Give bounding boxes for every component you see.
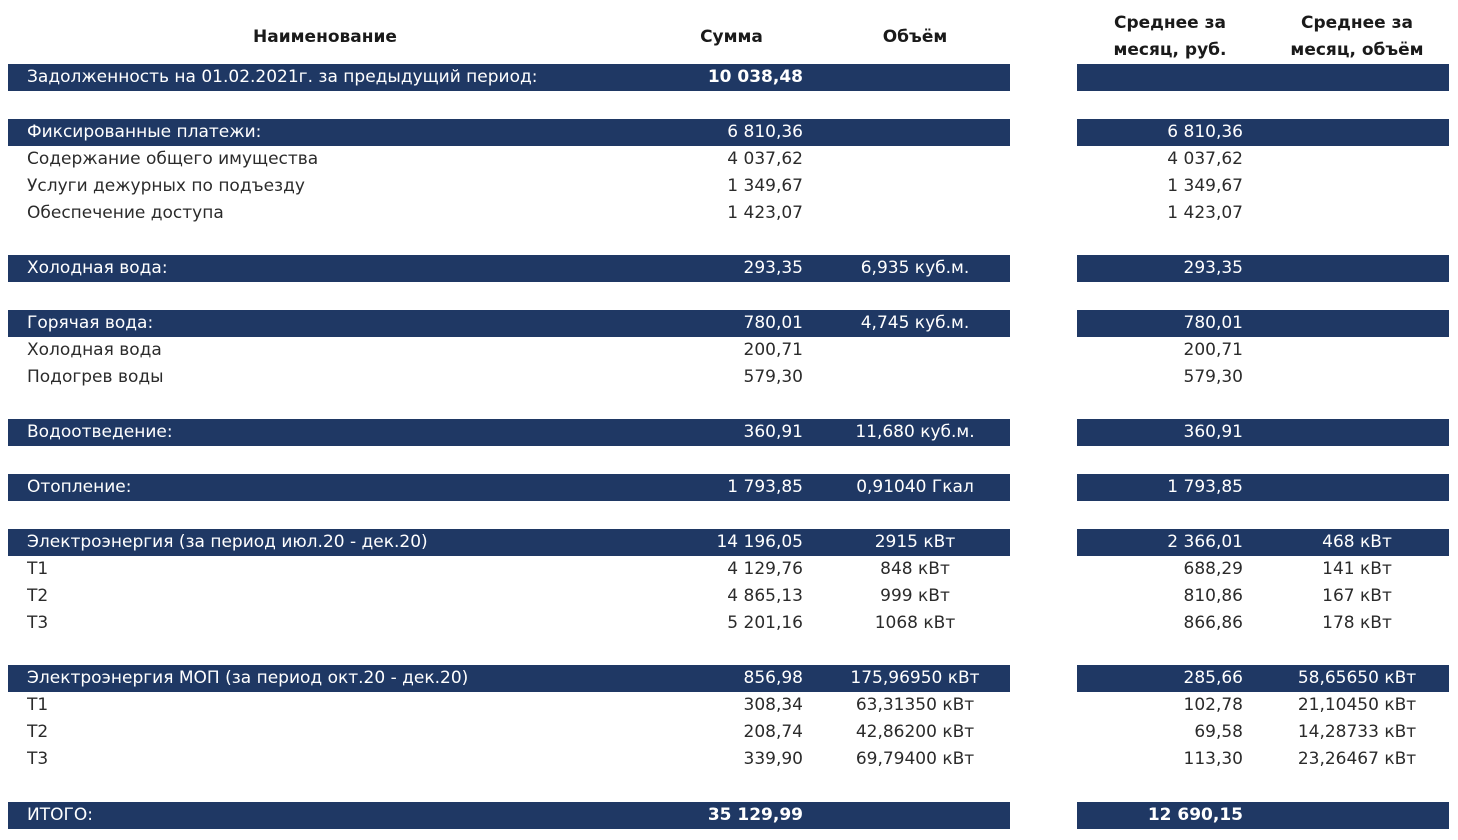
row-volume: 4,745 куб.м.	[860, 313, 970, 333]
row-name: Холодная вода:	[27, 258, 168, 278]
row-avg-sum: 6 810,36	[1167, 122, 1243, 142]
row-sum: 5 201,16	[727, 613, 803, 633]
row-name: Электроэнергия (за период июл.20 - дек.20)	[27, 532, 428, 552]
row-sum: 856,98	[743, 668, 803, 688]
row-avg-sum: 1 423,07	[1167, 203, 1243, 223]
row-avg-sum: 113,30	[1183, 749, 1243, 769]
table-row-heating	[0, 474, 1458, 501]
row-avg-volume: 468 кВт	[1322, 532, 1392, 552]
table-row	[0, 556, 1458, 583]
row-name: Т3	[27, 749, 49, 769]
row-name: Горячая вода:	[27, 313, 154, 333]
row-avg-sum: 4 037,62	[1167, 149, 1243, 169]
row-avg-volume: 21,10450 кВт	[1297, 695, 1417, 715]
header-name: Наименование	[253, 27, 397, 47]
row-avg-sum: 2 366,01	[1167, 532, 1243, 552]
row-sum: 14 196,05	[716, 532, 803, 552]
row-name: Отопление:	[27, 477, 132, 497]
row-name: Т1	[27, 695, 49, 715]
row-name: Услуги дежурных по подъезду	[27, 176, 305, 196]
row-avg-sum: 285,66	[1183, 668, 1243, 688]
row-avg-sum: 810,86	[1183, 586, 1243, 606]
table-row	[0, 146, 1458, 173]
header-avg-sum-line1: Среднее за	[1114, 13, 1226, 33]
row-volume: 63,31350 кВт	[855, 695, 975, 715]
table-row-electricity	[0, 529, 1458, 556]
row-name: Т2	[27, 722, 49, 742]
row-avg-volume: 141 кВт	[1322, 559, 1392, 579]
table-row	[0, 746, 1458, 773]
row-sum: 1 423,07	[727, 203, 803, 223]
row-volume: 1068 кВт	[874, 613, 956, 633]
table-row	[0, 173, 1458, 200]
row-sum: 780,01	[743, 313, 803, 333]
row-avg-sum: 579,30	[1183, 367, 1243, 387]
row-avg-sum: 866,86	[1183, 613, 1243, 633]
row-sum: 293,35	[743, 258, 803, 278]
row-avg-sum: 200,71	[1183, 340, 1243, 360]
row-avg-sum: 102,78	[1183, 695, 1243, 715]
row-volume: 999 кВт	[880, 586, 950, 606]
row-name: Электроэнергия МОП (за период окт.20 - дек.20)	[27, 668, 469, 688]
row-avg-volume: 23,26467 кВт	[1297, 749, 1417, 769]
row-volume: 0,91040 Гкал	[856, 477, 974, 497]
row-volume: 42,86200 кВт	[855, 722, 975, 742]
row-name: Т1	[27, 559, 49, 579]
row-avg-sum: 12 690,15	[1147, 805, 1243, 825]
table-row-cold-water	[0, 255, 1458, 282]
row-avg-sum: 69,58	[1194, 722, 1243, 742]
table-row-debt	[0, 64, 1458, 91]
row-volume: 848 кВт	[880, 559, 950, 579]
header-sum: Сумма	[700, 27, 763, 47]
row-name: Т3	[27, 613, 49, 633]
table-row	[0, 719, 1458, 746]
table-row	[0, 692, 1458, 719]
row-avg-volume: 14,28733 кВт	[1297, 722, 1417, 742]
row-name: Подогрев воды	[27, 367, 164, 387]
row-sum: 579,30	[743, 367, 803, 387]
row-sum: 200,71	[743, 340, 803, 360]
table-row-hot-water	[0, 310, 1458, 337]
row-volume: 11,680 куб.м.	[855, 422, 975, 442]
row-name: Фиксированные платежи:	[27, 122, 262, 142]
row-avg-sum: 688,29	[1183, 559, 1243, 579]
header-avg-sum-line2: месяц, руб.	[1113, 40, 1227, 60]
header-volume: Объём	[882, 27, 948, 47]
table-row	[0, 610, 1458, 637]
row-sum: 35 129,99	[707, 805, 803, 825]
row-sum: 339,90	[743, 749, 803, 769]
table-row-drainage	[0, 419, 1458, 446]
row-name: Т2	[27, 586, 49, 606]
row-name: Задолженность на 01.02.2021г. за предыдущий период:	[27, 67, 538, 87]
row-sum: 1 349,67	[727, 176, 803, 196]
row-name: Холодная вода	[27, 340, 162, 360]
table-row	[0, 337, 1458, 364]
table-row	[0, 200, 1458, 227]
row-avg-volume: 178 кВт	[1322, 613, 1392, 633]
row-sum: 4 037,62	[727, 149, 803, 169]
row-volume: 69,79400 кВт	[855, 749, 975, 769]
row-avg-volume: 58,65650 кВт	[1297, 668, 1417, 688]
table-row	[0, 364, 1458, 391]
row-sum: 10 038,48	[707, 67, 803, 87]
row-name: Содержание общего имущества	[27, 149, 319, 169]
row-band-right	[1077, 64, 1449, 91]
row-avg-sum: 360,91	[1183, 422, 1243, 442]
table-row-fixed-payments	[0, 119, 1458, 146]
row-avg-sum: 780,01	[1183, 313, 1243, 333]
row-sum: 360,91	[743, 422, 803, 442]
header-avg-vol-line2: месяц, объём	[1290, 40, 1424, 60]
row-avg-sum: 1 349,67	[1167, 176, 1243, 196]
row-sum: 308,34	[743, 695, 803, 715]
row-avg-sum: 293,35	[1183, 258, 1243, 278]
row-name: Водоотведение:	[27, 422, 173, 442]
row-volume: 175,96950 кВт	[850, 668, 980, 688]
row-sum: 208,74	[743, 722, 803, 742]
header-avg-vol-line1: Среднее за	[1301, 13, 1413, 33]
row-name: ИТОГО:	[27, 805, 93, 825]
row-volume: 6,935 куб.м.	[860, 258, 970, 278]
row-sum: 6 810,36	[727, 122, 803, 142]
row-volume: 2915 кВт	[874, 532, 956, 552]
table-row-total	[0, 802, 1458, 829]
row-sum: 4 865,13	[727, 586, 803, 606]
table-row-electricity-mop	[0, 665, 1458, 692]
row-avg-volume: 167 кВт	[1322, 586, 1392, 606]
row-sum: 4 129,76	[727, 559, 803, 579]
table-row	[0, 583, 1458, 610]
row-avg-sum: 1 793,85	[1167, 477, 1243, 497]
row-sum: 1 793,85	[727, 477, 803, 497]
row-name: Обеспечение доступа	[27, 203, 224, 223]
